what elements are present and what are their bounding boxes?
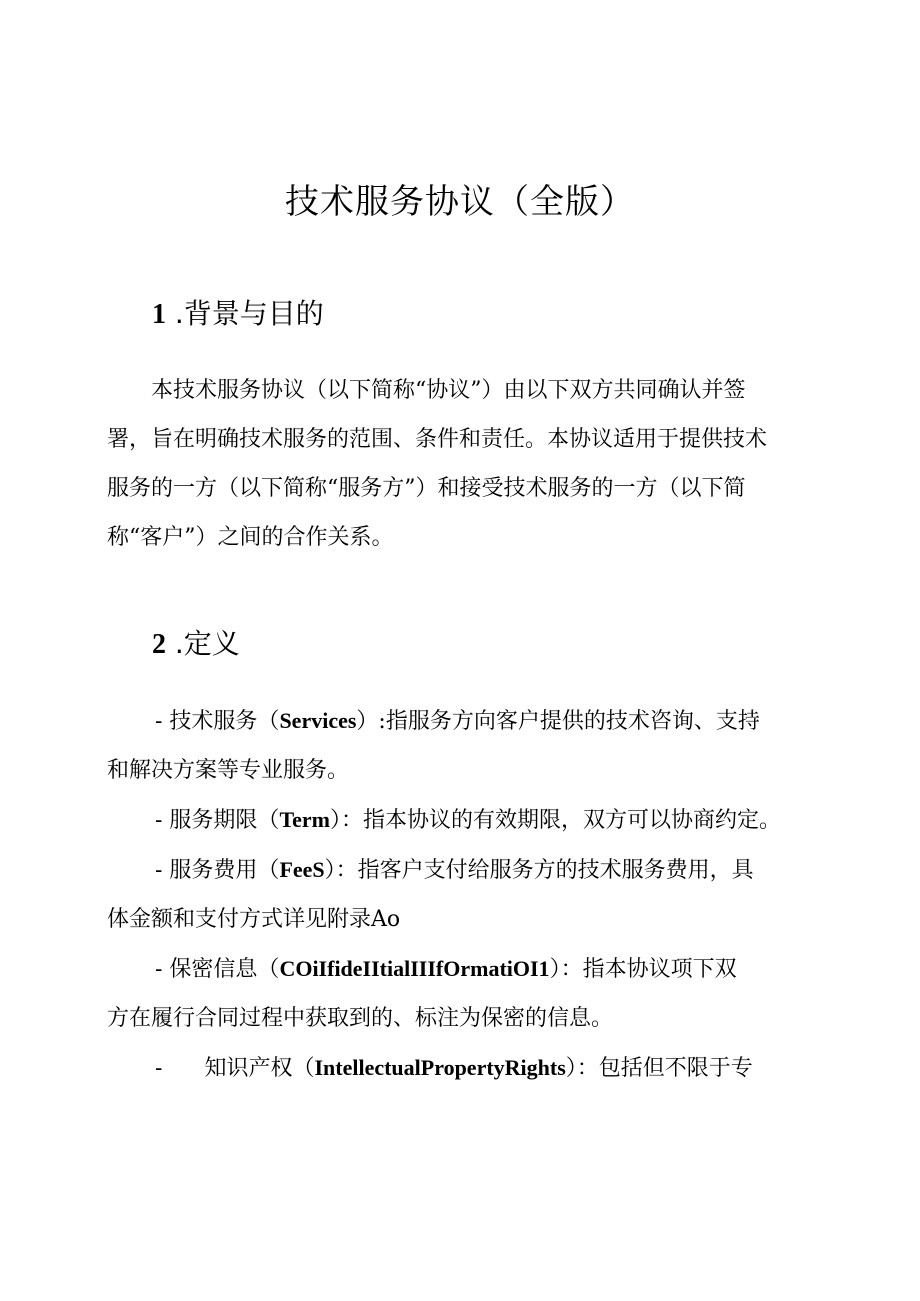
definition-item — [107, 944, 811, 994]
paragraph-line: 本技术服务协议（以下简称“协议”）由以下双方共同确认并签 — [151, 378, 746, 403]
definition-term: Services — [279, 708, 357, 733]
section-number: 2 — [152, 629, 166, 660]
definition-item — [107, 1043, 811, 1093]
definition-continuation: 方在履行合同过程中获取到的、标注为保密的信息。 — [107, 1006, 614, 1031]
definition-prefix: - 技术服务（ — [155, 709, 280, 734]
definition-text: ）：包括但不限于专 — [565, 1056, 753, 1081]
definition-continuation: 和解决方案等专业服务。 — [107, 758, 350, 783]
definition-continuation: 体金额和支付方式详见附录Ao — [107, 907, 401, 932]
definition-prefix: - 服务费用（ — [155, 858, 280, 883]
definitions-list — [107, 696, 811, 1093]
document-title: 技术服务协议（全版） — [285, 182, 635, 222]
definition-item — [107, 696, 811, 746]
paragraph-line: 署，旨在明确技术服务的范围、条件和责任。本协议适用于提供技术 — [107, 427, 768, 452]
section-1-paragraph — [107, 366, 811, 562]
section-title: .定义 — [174, 627, 240, 660]
section-heading-2 — [152, 624, 240, 665]
definition-term: Term — [279, 807, 330, 832]
section-title: .背景与目的 — [174, 297, 324, 330]
definition-term: COiIfideIItialIIIfOrmatiOI1 — [279, 956, 550, 981]
definition-prefix: - 保密信息（ — [155, 957, 280, 982]
definition-text: ）：指本协议的有效期限，双方可以协商约定。 — [329, 808, 781, 833]
definition-item — [107, 845, 811, 895]
paragraph-line: 称“客户”）之间的合作关系。 — [107, 525, 394, 550]
definition-term: IntellectualPropertyRights — [314, 1055, 566, 1080]
definition-text: ）：指客户支付给服务方的技术服务费用，具 — [324, 858, 754, 883]
definition-term: FeeS — [279, 857, 325, 882]
definition-prefix: - — [155, 1056, 163, 1081]
definition-text: ）：指本协议项下双 — [549, 957, 737, 982]
definition-prefix: - 服务期限（ — [155, 808, 280, 833]
definition-item — [107, 795, 811, 845]
definition-text: ）:指服务方向客户提供的技术咨询、支持 — [356, 709, 760, 734]
section-heading-1 — [152, 294, 324, 335]
definition-prefix: 知识产权（ — [204, 1056, 315, 1081]
paragraph-line: 服务的一方（以下简称“服务方”）和接受技术服务的一方（以下简 — [107, 476, 746, 501]
section-number: 1 — [152, 299, 166, 330]
